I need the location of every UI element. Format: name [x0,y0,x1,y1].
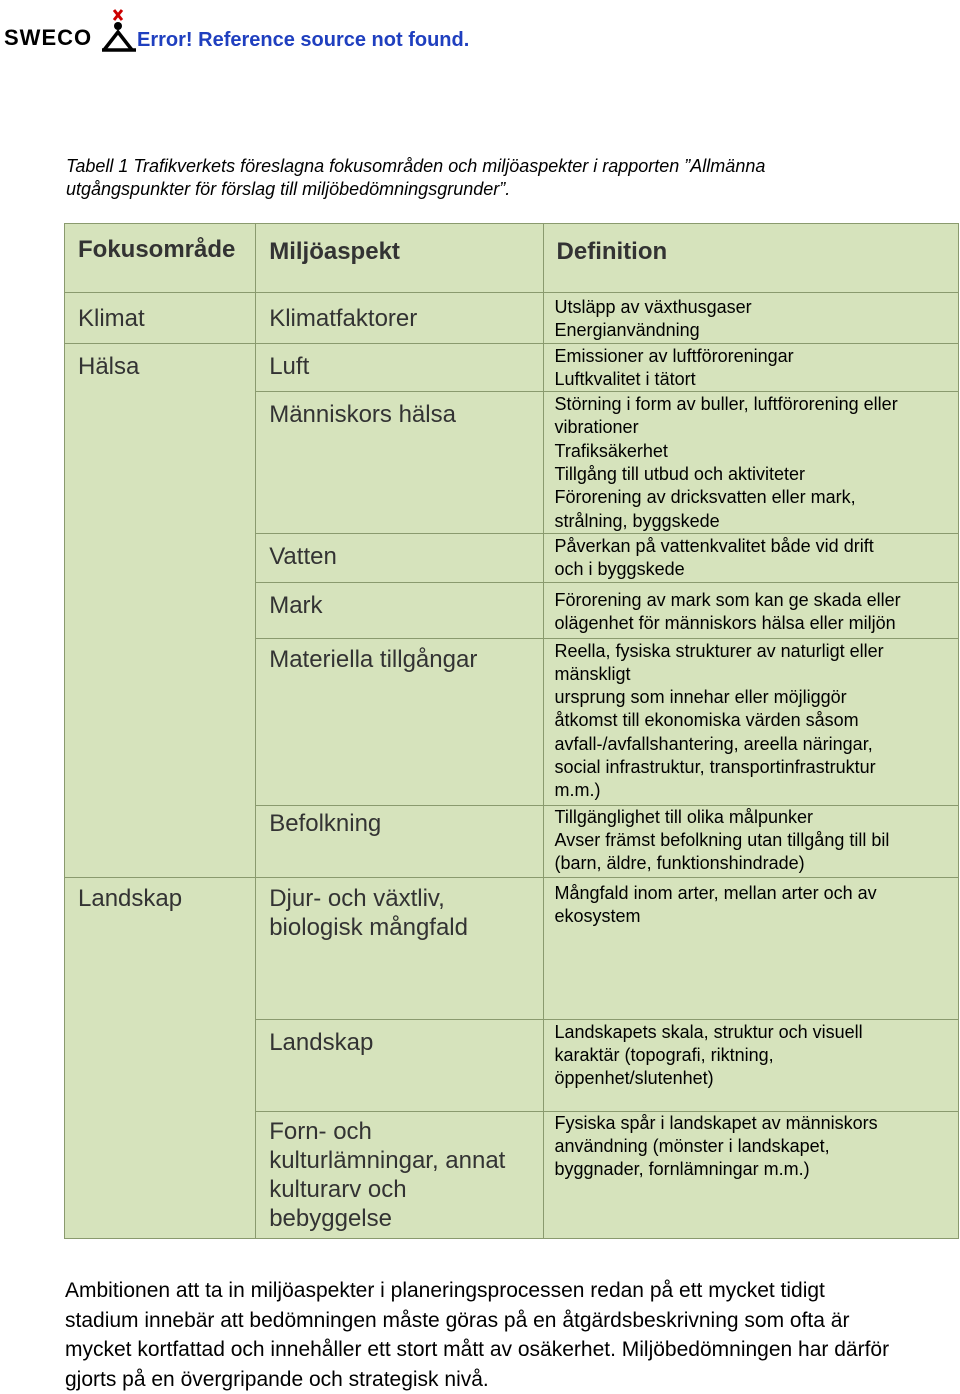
definition-djur-vaxtliv: Mångfald inom arter, mellan arter och av ekosystem [543,877,958,1019]
table-caption: Tabell 1 Trafikverkets föreslagna fokusområden och miljöaspekter i rapporten ”Allmänna utgångspunkter för förslag till miljöbedömningsgrunder”. [66,156,766,199]
aspect-luft: Luft [256,343,543,392]
table-row [65,343,959,392]
focus-halsa: Hälsa [65,343,256,877]
aspect-materiella-tillgangar: Materiella tillgångar [256,638,543,805]
focus-landskap: Landskap [65,877,256,1238]
focus-klimat: Klimat [65,293,256,344]
definition-luft: Emissioner av luftföroreningar Luftkvalitet i tätort [543,343,958,392]
definition-landskap: Landskapets skala, struktur och visuell karaktär (topografi, riktning, öppenhet/slutenhet) [543,1019,958,1111]
focus-area-table [64,223,959,1239]
aspect-vatten: Vatten [256,533,543,582]
header-fokusomrade: Fokusområde [65,224,256,293]
sweco-logo-text: SWECO [4,25,93,50]
definition-klimat: Utsläpp av växthusgaser Energianvändning [543,293,958,344]
header-definition: Definition [543,224,958,293]
body-paragraph: Ambitionen att ta in miljöaspekter i planeringsprocessen redan på ett mycket tidigt stadium innebär att bedömningen måste göras på en åtgärdsbeskrivning som ofta är mycket kortfattad och innehåller ett stort mått av osäkerhet. Miljöbedömningen har därför gjorts på en övergripande och strategisk nivå. [65,1279,890,1391]
table-row [65,293,959,344]
aspect-forn-kulturlamningar: Forn- och kulturlämningar, annat kulturarv och bebyggelse [256,1111,543,1238]
aspect-mark: Mark [256,582,543,638]
header-error-text: Error! Reference source not found. [137,29,470,51]
aspect-landskap: Landskap [256,1019,543,1111]
sweco-logo-mark-icon [98,6,138,52]
definition-vatten: Påverkan på vattenkvalitet både vid drift och i byggskede [543,533,958,582]
table-row [65,877,959,1019]
aspect-befolkning: Befolkning [256,805,543,877]
definition-materiella-tillgangar: Reella, fysiska strukturer av naturligt eller mänskligt ursprung som innehar eller möjliggör åtkomst till ekonomiska värden såsom avfall-/avfallshantering, areella näringar, social infrastruktur, transportinfrastruktur m.m.) [543,638,958,805]
table-header-row [65,224,959,293]
definition-mark: Förorening av mark som kan ge skada eller olägenhet för människors hälsa eller miljön [543,582,958,638]
definition-befolkning: Tillgänglighet till olika målpunker Avser främst befolkning utan tillgång till bil (barn, äldre, funktionshindrade) [543,805,958,877]
aspect-manniskors-halsa: Människors hälsa [256,392,543,534]
aspect-klimatfaktorer: Klimatfaktorer [256,293,543,344]
header-miljoaspekt: Miljöaspekt [256,224,543,293]
definition-forn-kulturlamningar: Fysiska spår i landskapet av människors användning (mönster i landskapet, byggnader, fornlämningar m.m.) [543,1111,958,1238]
definition-manniskors-halsa: Störning i form av buller, luftförorening eller vibrationer Trafiksäkerhet Tillgång till utbud och aktiviteter Förorening av dricksvatten eller mark, strålning, byggskede [543,392,958,534]
aspect-djur-vaxtliv: Djur- och växtliv, biologisk mångfald [256,877,543,1019]
